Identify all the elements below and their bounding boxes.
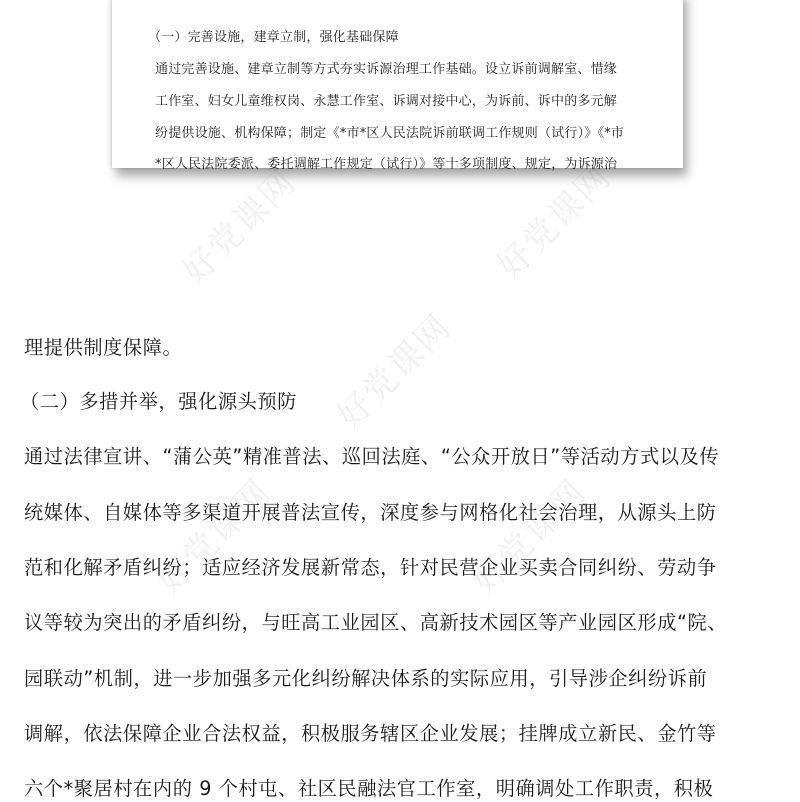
body-text-line: 范和化解矛盾纠纷；适应经济发展新常态，针对民营企业买卖合同纠纷、劳动争	[24, 556, 717, 579]
card-text-line: 通过完善设施、建章立制等方式夯实诉源治理工作基础。设立诉前调解室、惜缘	[155, 62, 618, 77]
body-text-line: 议等较为突出的矛盾纠纷，与旺高工业园区、高新技术园区等产业园区形成“院、	[24, 611, 728, 634]
body-text-line: 统媒体、自媒体等多渠道开展普法宣传，深度参与网格化社会治理，从源头上防	[24, 501, 717, 524]
card-text-line: 纷提供设施、机构保障；制定《*市*区人民法院诉前联调工作规则（试行）》《*市	[155, 126, 625, 141]
body-text-line: 调解，依法保障企业合法权益，积极服务辖区企业发展；挂牌成立新民、金竹等	[24, 722, 717, 745]
card-text-line: 工作室、妇女儿童维权岗、永慧工作室、诉调对接中心，为诉前、诉中的多元解	[155, 94, 618, 109]
body-text-line: 园联动”机制，进一步加强多元化纠纷解决体系的实际应用，引导涉企纠纷诉前	[24, 667, 708, 690]
card-text-line: *区人民法院委派、委托调解工作规定（试行）》等十多项制度、规定，为诉源治	[155, 157, 618, 172]
watermark: 好党课网	[149, 471, 280, 603]
section-heading-2: （二）多措并举，强化源头预防	[20, 390, 298, 413]
document-page-preview	[112, 0, 683, 172]
section-heading-1: （一）完善设施，建章立制，强化基础保障	[148, 30, 399, 45]
body-text-line: 理提供制度保障。	[24, 336, 183, 359]
body-text-line: 六个*聚居村在内的 9 个村屯、社区民融法官工作室，明确调处工作职责，积极	[24, 777, 714, 800]
watermark: 好党课网	[329, 306, 460, 438]
watermark: 好党课网	[464, 471, 595, 603]
body-text-line: 通过法律宣讲、“蒲公英”精准普法、巡回法庭、“公众开放日”等活动方式以及传	[24, 445, 720, 468]
watermark: 好党课网	[174, 161, 305, 293]
watermark: 好党课网	[489, 156, 620, 288]
